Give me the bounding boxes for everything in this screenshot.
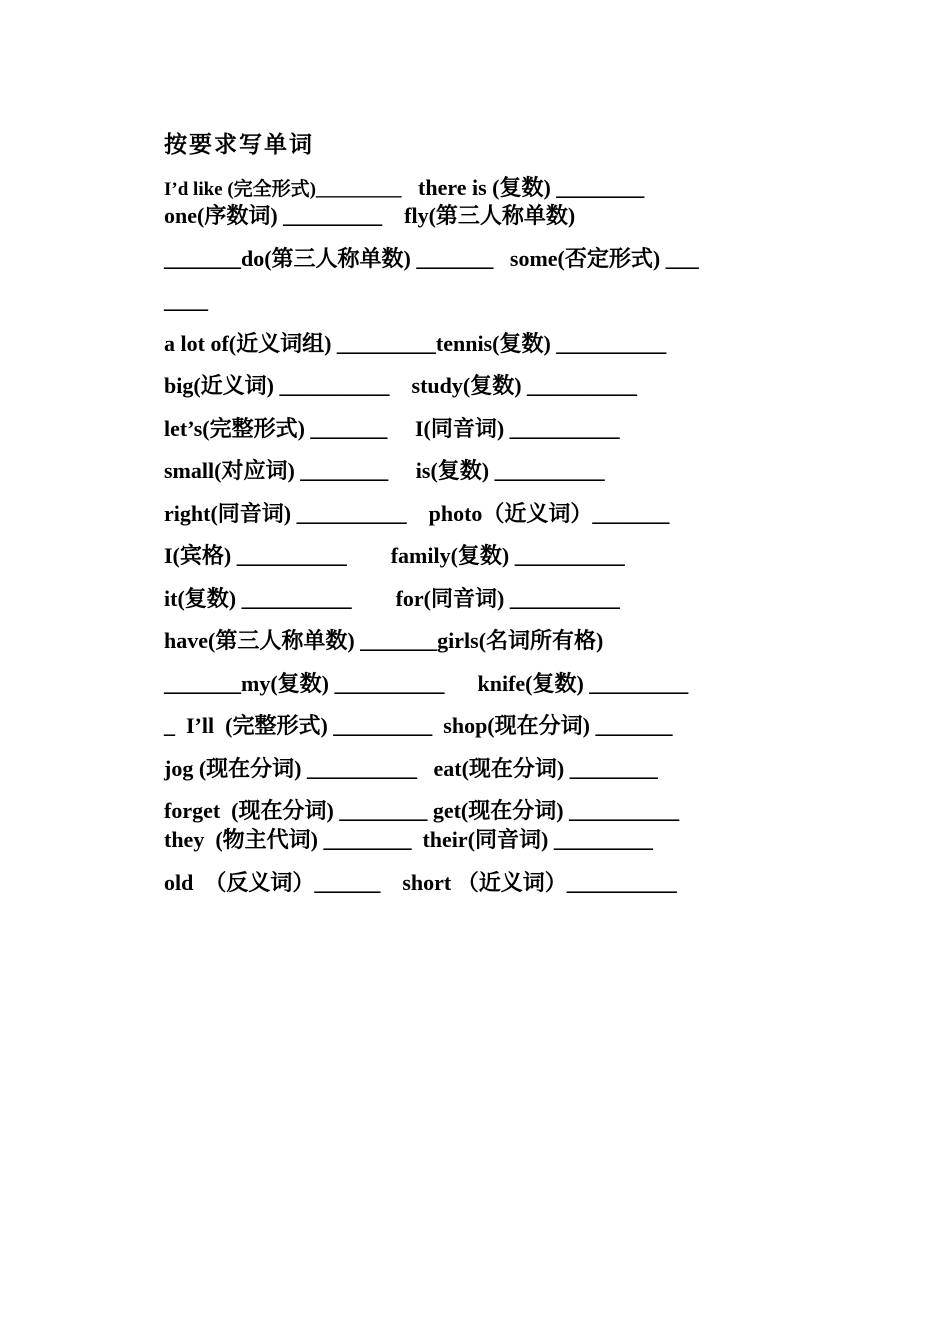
- item-left: big(近义词) __________: [164, 373, 390, 398]
- item-left: one(序数词) _________: [164, 203, 383, 228]
- item-right: fly(第三人称单数): [382, 203, 576, 228]
- worksheet-line: [164, 372, 637, 400]
- item-left: have(第三人称单数) _______girls(名词所有格): [164, 628, 604, 653]
- item-left: _______my(复数) __________: [164, 671, 445, 696]
- item-left: it(复数) __________: [164, 586, 352, 611]
- worksheet-line: [164, 415, 620, 443]
- item-left: let’s(完整形式) _______: [164, 416, 388, 441]
- item-left: old （反义词）______: [164, 870, 381, 895]
- item-left: right(同音词) __________: [164, 501, 407, 526]
- item-right: knife(复数) _________: [444, 671, 689, 696]
- item-right: study(复数) __________: [389, 373, 638, 398]
- worksheet-line: [164, 174, 644, 204]
- worksheet-line: [164, 755, 658, 783]
- item-right: short （近义词）__________: [380, 870, 677, 895]
- worksheet-line: [164, 869, 677, 897]
- worksheet-line: [164, 245, 699, 273]
- item-right: get(现在分词) __________: [427, 798, 680, 823]
- worksheet-line: [164, 500, 669, 528]
- item-left: I(宾格) __________: [164, 543, 347, 568]
- item-left: a lot of(近义词组) _________tennis(复数) __________: [164, 331, 667, 356]
- item-right: there is (复数) ________: [401, 175, 645, 200]
- worksheet-line: [164, 287, 208, 315]
- item-right: I(同音词) __________: [387, 416, 620, 441]
- item-left: jog (现在分词) __________: [164, 756, 417, 781]
- item-left: _______do(第三人称单数) _______: [164, 246, 494, 271]
- worksheet-line: [164, 670, 688, 698]
- worksheet-line: [164, 202, 575, 230]
- item-left: they (物主代词) ________: [164, 827, 412, 852]
- worksheet-line: [164, 712, 672, 740]
- item-right: for(同音词) __________: [351, 586, 620, 611]
- worksheet-line: [164, 542, 625, 570]
- item-right: family(复数) __________: [346, 543, 625, 568]
- worksheet-line: [164, 585, 620, 613]
- item-right: shop(现在分词) _______: [432, 713, 673, 738]
- item-right: their(同音词) _________: [411, 827, 653, 852]
- item-left: ____: [164, 288, 208, 313]
- item-left: I’d like (完全形式)_________: [164, 179, 402, 200]
- item-right: eat(现在分词) ________: [416, 756, 658, 781]
- item-left: _ I’ll (完整形式) _________: [164, 713, 433, 738]
- page-title: 按要求写单词: [164, 132, 314, 157]
- worksheet-line: [164, 330, 666, 358]
- worksheet-line: [164, 627, 603, 655]
- item-left: small(对应词) ________: [164, 458, 389, 483]
- item-right: photo（近义词）_______: [406, 501, 670, 526]
- worksheet-line: [164, 457, 605, 485]
- item-left: forget (现在分词) ________: [164, 798, 428, 823]
- item-right: is(复数) __________: [388, 458, 605, 483]
- worksheet-line: [164, 826, 653, 854]
- worksheet-line: [164, 797, 679, 825]
- item-right: some(否定形式) ___: [493, 246, 699, 271]
